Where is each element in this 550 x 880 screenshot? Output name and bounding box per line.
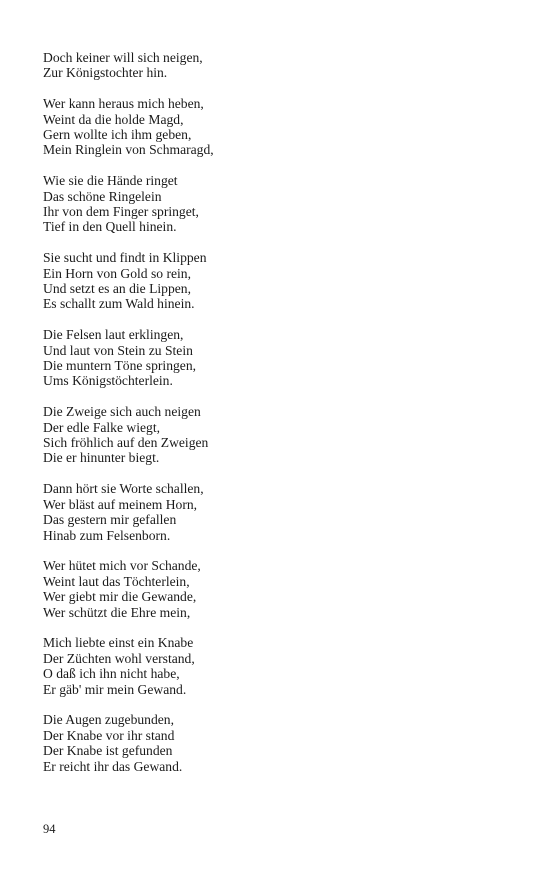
verse-line: Wie sie die Hände ringet (43, 173, 178, 189)
verse-line: Er reicht ihr das Gewand. (43, 758, 183, 774)
stanza-8 (43, 558, 503, 620)
verse-line: Mein Ringlein von Schmaragd, (43, 142, 214, 158)
verse-line: Der Züchten wohl verstand, (43, 650, 195, 666)
verse-line: Wer kann heraus mich heben, (43, 96, 204, 112)
stanza-9 (43, 635, 503, 697)
verse-line: Tief in den Quell hinein. (43, 219, 177, 235)
verse-line: Wer schützt die Ehre mein, (43, 604, 191, 620)
verse-line: Weint laut das Töchterlein, (43, 573, 190, 589)
verse-line: Es schallt zum Wald hinein. (43, 296, 195, 312)
verse-line: Wer hütet mich vor Schande, (43, 558, 201, 574)
verse-line: Das schöne Ringelein (43, 188, 162, 204)
verse-line: Und laut von Stein zu Stein (43, 342, 193, 358)
verse-line: Doch keiner will sich neigen, (43, 50, 203, 65)
stanza-5 (43, 327, 503, 389)
poem-text (43, 50, 503, 789)
stanza-1 (43, 50, 503, 81)
verse-line: Und setzt es an die Lippen, (43, 281, 191, 297)
verse-line: Dann hört sie Worte schallen, (43, 481, 204, 497)
verse-line: O daß ich ihn nicht habe, (43, 666, 180, 682)
verse-line: Ihr von dem Finger springet, (43, 204, 199, 220)
verse-line: Hinab zum Felsenborn. (43, 527, 171, 543)
verse-line: Der Knabe vor ihr stand (43, 727, 175, 743)
stanza-6 (43, 404, 503, 466)
verse-line: Ein Horn von Gold so rein, (43, 265, 192, 281)
verse-line: Wer giebt mir die Gewande, (43, 589, 197, 605)
verse-line: Sich fröhlich auf den Zweigen (43, 435, 209, 451)
verse-line: Ums Königstöchterlein. (43, 373, 173, 389)
verse-line: Sie sucht und findt in Klippen (43, 250, 207, 266)
verse-line: Die Zweige sich auch neigen (43, 404, 201, 420)
stanza-7 (43, 481, 503, 543)
page-number: 94 (43, 822, 56, 836)
verse-line: Er gäb' mir mein Gewand. (43, 681, 187, 697)
verse-line: Die Augen zugebunden, (43, 712, 174, 728)
verse-line: Das gestern mir gefallen (43, 512, 177, 528)
verse-line: Der edle Falke wiegt, (43, 419, 161, 435)
verse-line: Die er hinunter biegt. (43, 450, 160, 466)
stanza-3 (43, 173, 503, 235)
verse-line: Wer bläst auf meinem Horn, (43, 496, 198, 512)
verse-line: Zur Königstochter hin. (43, 65, 168, 81)
verse-line: Die Felsen laut erklingen, (43, 327, 184, 343)
verse-line: Die muntern Töne springen, (43, 358, 197, 374)
verse-line: Der Knabe ist gefunden (43, 743, 173, 759)
verse-line: Mich liebte einst ein Knabe (43, 635, 194, 651)
stanza-4 (43, 250, 503, 312)
verse-line: Gern wollte ich ihm geben, (43, 127, 192, 143)
stanza-2 (43, 96, 503, 158)
verse-line: Weint da die holde Magd, (43, 111, 184, 127)
stanza-10 (43, 712, 503, 774)
